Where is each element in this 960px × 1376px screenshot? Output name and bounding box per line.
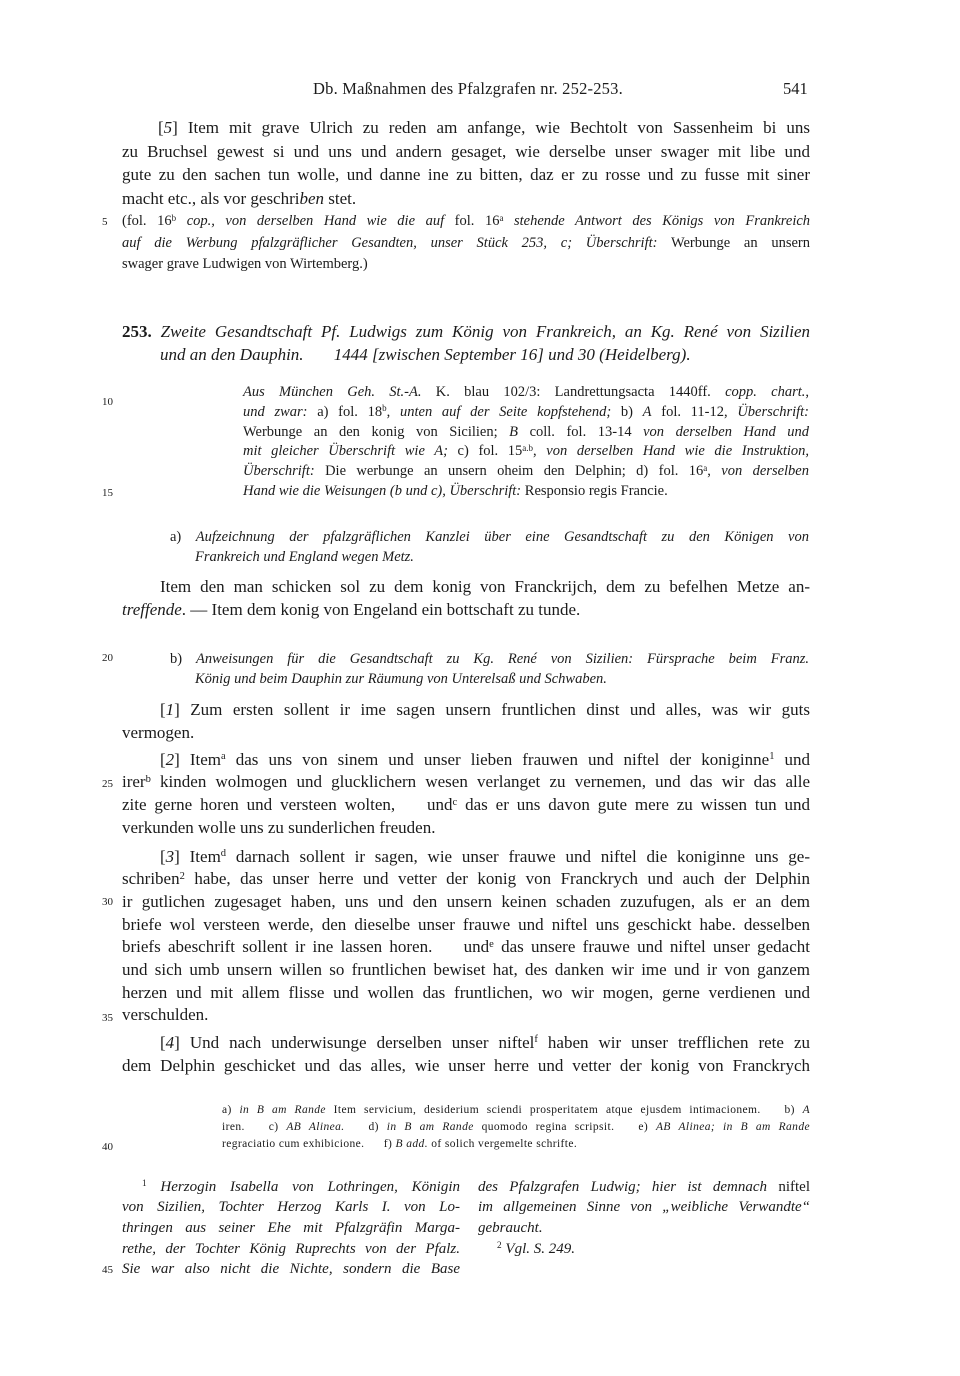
italic-text: ben [299,188,325,208]
roman-text: c) [260,1120,287,1133]
roman-text: , [707,463,722,480]
paragraph-2 [122,749,810,840]
roman-text: ir gutlichen zugesaget haben, uns und den unsern keinen schaden zuzufugen, als er an dem [122,891,810,911]
roman-text: irer [122,772,146,792]
footnote-marker: b [145,773,151,785]
text-line [243,423,809,443]
italic-text: im allgemeinen Sinne von „weibliche Verwandte“ [478,1199,810,1216]
paragraph-4 [122,1031,810,1077]
italic-text: B add. [395,1137,428,1150]
roman-text: Werbunge an unsern [657,234,810,251]
paragraph-1 [122,698,810,744]
text-line [122,698,810,721]
italic-text: von derselben [721,463,809,480]
text-line [122,187,810,211]
roman-text: stet. [324,188,357,208]
text-line [122,140,810,164]
roman-text: , [805,384,810,400]
critical-apparatus [222,1102,810,1153]
italic-text: des Pfalzgrafen Ludwig; hier ist demnach [478,1178,768,1195]
running-title: Db. Maßnahmen des Pfalzgrafen nr. 252-253. [313,79,623,98]
roman-text: Werbunge an den konig von Sicilien; [243,423,510,440]
document-heading-253 [122,320,811,366]
text-line [478,1218,810,1239]
roman-text: e) [630,1120,656,1133]
footnote-marker: 1 [769,751,775,763]
roman-text: b) [611,403,643,420]
italic-text: Sie war also nicht die Nichte, sondern die Base [122,1261,460,1278]
footnote-marker: b [382,403,387,414]
paragraph-3 [122,846,810,1028]
footnote-marker: e [489,939,494,951]
text-line [122,211,810,233]
italic-text: in B am Rande [239,1103,326,1116]
margin-line-number: 25 [102,778,113,790]
text-line [122,1177,460,1198]
italic-text: gebraucht. [478,1219,543,1236]
text-line [122,982,810,1005]
roman-text: ] Item mit grave Ulrich zu reden am anfange, wie Bechtolt von Sassenheim bi uns [172,118,810,137]
roman-text: b) [776,1103,803,1116]
italic-text: treffende [122,600,182,619]
text-line [122,163,810,187]
margin-line-number: 45 [102,1264,113,1276]
footnotes-right-column [478,1177,810,1260]
text-line [243,383,809,403]
text-line [122,575,810,598]
part-a-title [170,527,809,567]
roman-text: und [427,794,453,814]
text-line [122,868,810,891]
roman-text [503,213,514,229]
text-line [222,1136,810,1153]
text-line [122,749,810,772]
italic-text: copp. chart. [725,384,806,400]
text-line [122,320,811,343]
roman-text: vermogen. [122,723,195,742]
roman-text: a) fol. 18 [307,403,383,420]
roman-text: a) [222,1103,240,1116]
roman-text: ] Und nach underwisunge derselben unser niftel [174,1032,535,1052]
text-line [122,116,810,140]
italic-text: König und beim Dauphin zur Räumung von Unterelsaß und Schwaben. [195,670,607,687]
italic-text: 2 [165,749,175,769]
italic-text: Frankreich und England wegen Metz. [195,549,414,565]
roman-text [147,1179,161,1195]
roman-text: verkunden wolle uns zu sunderlichen freuden. [122,817,436,837]
margin-line-number: 20 [102,652,113,664]
italic-text: und zwar: [243,403,308,420]
italic-text: A [642,403,652,420]
roman-text: ] Item [174,846,221,866]
roman-text: briefs abeschrift sollent ir ine lassen horen. [122,937,440,957]
italic-text: Überschrift: [737,403,809,420]
roman-text: [ [160,700,166,719]
roman-text: d) [360,1120,387,1133]
roman-text: dem Delphin geschicket und das alles, wie unser herre und vetter der konig von Franckrych [122,1055,810,1075]
italic-text: Aufzeichnung der pfalzgräflichen Kanzlei über eine Gesandtschaft zu den Königen von [195,529,809,545]
roman-text: das uns von sinem und unser lieben frauwen und niftel der koniginne [225,749,770,769]
text-line [478,1177,810,1198]
margin-line-number: 10 [102,396,113,408]
roman-text: herzen und mit allem flisse und wollen das fruntlichen, wo wir mogen, gerne verdienen und [122,982,810,1002]
roman-text: Die werbunge an unsern oheim den Delphin; d) fol. 16 [314,463,704,480]
italic-text: Zweite Gesandtschaft Pf. Ludwigs zum König von Frankreich, an Kg. René von Sizilien [160,322,811,341]
roman-text: ] Item [174,749,222,769]
roman-text: habe, das unser herre und vetter der konig von Franckrych und auch der Delphin [184,869,810,889]
text-line [122,846,810,869]
text-line [122,1054,810,1077]
roman-text: gute zu den sachen tun wolle, und danne ine zu bitten, daz er zu rosse und zu fusse mit siner [122,165,810,185]
italic-text: von derselben Hand wie die Instruktion, [546,443,810,460]
roman-text: swager grave Ludwigen von Wirtemberg.) [122,256,368,272]
text-line [160,343,810,366]
roman-text: [ [158,118,164,137]
margin-line-number: 30 [102,896,113,908]
roman-text: iren. [222,1120,245,1133]
source-description-253 [243,383,809,502]
roman-text: , [533,443,547,460]
roman-text: coll. fol. 13-14 [518,423,644,440]
roman-text: regraciatio cum exhibicione. [222,1137,365,1150]
text-line [122,1004,810,1027]
footnotes-left-column [122,1177,460,1281]
footnote-marker: a.b [522,442,534,453]
text-line [122,1239,460,1260]
italic-text: Vgl. S. 249. [505,1240,575,1257]
roman-text: quomodo regina scripsit. [473,1120,615,1133]
roman-text: a) [170,529,196,545]
text-line [122,817,810,840]
roman-text [176,213,187,229]
italic-text: 1444 [zwischen September 16] und 30 (Heidelberg). [333,345,691,364]
footnote-marker: 2 [179,870,185,882]
roman-text: zu Bruchsel gewest si und uns und andern gesaget, wie derselbe unser swager mit libe und [122,141,810,161]
text-line [170,527,809,547]
roman-text: fol. 16 [444,213,500,229]
italic-text: 5 [163,118,173,137]
text-line [122,1218,460,1239]
text-line [122,771,810,794]
roman-text: of solich vergemelte schrifte. [427,1137,578,1150]
italic-text: thringen aus seiner Ehe mit Pfalzgräfin Marga- [122,1219,460,1236]
text-line [122,959,810,982]
roman-text: Item servicium, desiderium sciendi prosperitatem atque ejusdem intimacionem. [325,1103,761,1116]
roman-text: b) [170,651,196,667]
footnote-marker: c [452,796,458,808]
text-line [122,1197,460,1218]
text-line [478,1239,810,1260]
text-line [478,1197,810,1218]
text-line [122,721,810,744]
text-line [122,1031,810,1054]
part-a-text [122,575,810,621]
italic-text: Aus München Geh. St.-A. [243,384,422,400]
source-note-252 [122,211,810,276]
bold-text: 253. [122,322,152,341]
roman-text: [ [160,749,166,769]
margin-line-number: 5 [102,216,108,228]
roman-text: haben wir unser trefflichen rete zu [537,1032,810,1052]
text-line [170,650,809,670]
roman-text: niftel [767,1178,810,1195]
text-line [122,936,810,959]
footnote-marker: a [499,212,504,223]
text-line [243,462,809,482]
text-line [243,442,809,462]
roman-text: briefe wol versteen werde, den dieselbe unser frauwe und niftel uns geschickt habe. desselben [122,914,810,934]
italic-text: unten auf der Seite kopfstehend; [399,403,612,420]
text-line [122,1259,460,1280]
text-line [222,1102,810,1119]
italic-text: Hand wie die Weisungen (b und c), Überschrift: [243,482,522,499]
text-line [222,1119,810,1136]
roman-text: zite gerne horen und versteen wolten, [122,794,404,814]
italic-text: Herzogin Isabella von Lothringen, Königin [160,1178,461,1195]
italic-text: A [802,1103,810,1116]
italic-text: von Sizilien, Tochter Herzog Karls I. von Lo- [122,1199,460,1216]
roman-text: c) fol. 15 [447,443,523,460]
roman-text: Item den man schicken sol zu dem konig von Franckrijch, dem zu befelhen Metze an- [160,577,810,596]
text-line [122,254,810,276]
roman-text: [ [160,846,166,866]
footnote-marker: f [534,1034,538,1046]
footnote-marker: a [221,751,226,763]
italic-text: auf die Werbung pfalzgräflicher Gesandten, unser Stück 253, c; Überschrift: [122,234,658,251]
text-line [195,547,809,567]
text-line [243,403,809,423]
text-line [243,482,809,502]
italic-text: und an den Dauphin. [160,345,308,364]
italic-text: 3 [165,846,175,866]
footnote-marker: b [171,212,177,223]
roman-text: . — Item dem konig von Engeland ein bottschaft zu tunde. [181,600,581,619]
roman-text: f) [380,1137,396,1150]
roman-text: und [463,937,490,957]
roman-text: das unsere frauwe und niftel unser gedacht [493,937,810,957]
text-line [122,914,810,937]
italic-text: in B am Rande [386,1120,474,1133]
footnote-marker: 1 [142,1178,147,1189]
footnote-marker: a [703,462,708,473]
roman-text: [ [160,1032,166,1052]
roman-text: fol. 11-12, [651,403,738,420]
roman-text: kinden wolmogen und glucklichern wesen verlanget zu vernemen, und das wir das alle [150,772,810,792]
text-line [122,891,810,914]
roman-text: (fol. 16 [122,213,172,229]
roman-text: darnach sollent ir sagen, wie unser frauwe und niftel die koniginne uns ge- [226,846,810,866]
italic-text: AB Alinea. [286,1120,345,1133]
italic-text: AB Alinea; in B am Rande [655,1120,810,1133]
italic-text: B [509,423,519,440]
page-number: 541 [783,79,808,98]
italic-text: stehende Antwort des Königs von Frankreich [514,213,811,229]
text-line [122,794,810,817]
roman-text: Responsio regis Francie. [521,482,668,499]
margin-line-number: 15 [102,487,113,499]
footnote-marker: d [220,848,227,860]
paragraph-5 [122,116,810,210]
roman-text: schriben [122,869,180,889]
italic-text: cop., von derselben Hand wie die auf [186,213,445,229]
roman-text: , [386,403,400,420]
italic-text: 1 [165,700,175,719]
roman-text: ] Zum ersten sollent ir ime sagen unsern fruntlichen dinst und alles, was wir guts [174,700,810,719]
text-line [122,233,810,255]
italic-text: Überschrift: [243,463,315,480]
roman-text: das er uns davon gute mere zu wissen tun und [457,794,810,814]
italic-text: 4 [165,1032,175,1052]
italic-text: Anweisungen für die Gesandtschaft zu Kg. René von Sizilien: Fürsprache beim Franz. [196,651,809,667]
margin-line-number: 40 [102,1141,113,1153]
margin-line-number: 35 [102,1012,113,1024]
roman-text [152,322,161,341]
text-line [195,670,809,690]
part-b-title [170,650,809,689]
roman-text: verschulden. [122,1005,209,1025]
footnote-marker: 2 [497,1240,502,1251]
italic-text: mit gleicher Überschrift wie A; [243,443,448,460]
roman-text: macht etc., als vor geschri [122,188,300,208]
roman-text: und sich umb unsern willen so fruntlichen bewiset hat, des danken wir ime und ir von ganzem [122,960,810,980]
italic-text: rethe, der Tochter König Ruprechts von der Pfalz. [122,1240,460,1257]
italic-text: von derselben Hand und [643,423,809,440]
roman-text: und [774,749,810,769]
text-line [122,598,810,621]
roman-text: K. blau 102/3: Landrettungsacta 1440ff. [421,384,726,400]
